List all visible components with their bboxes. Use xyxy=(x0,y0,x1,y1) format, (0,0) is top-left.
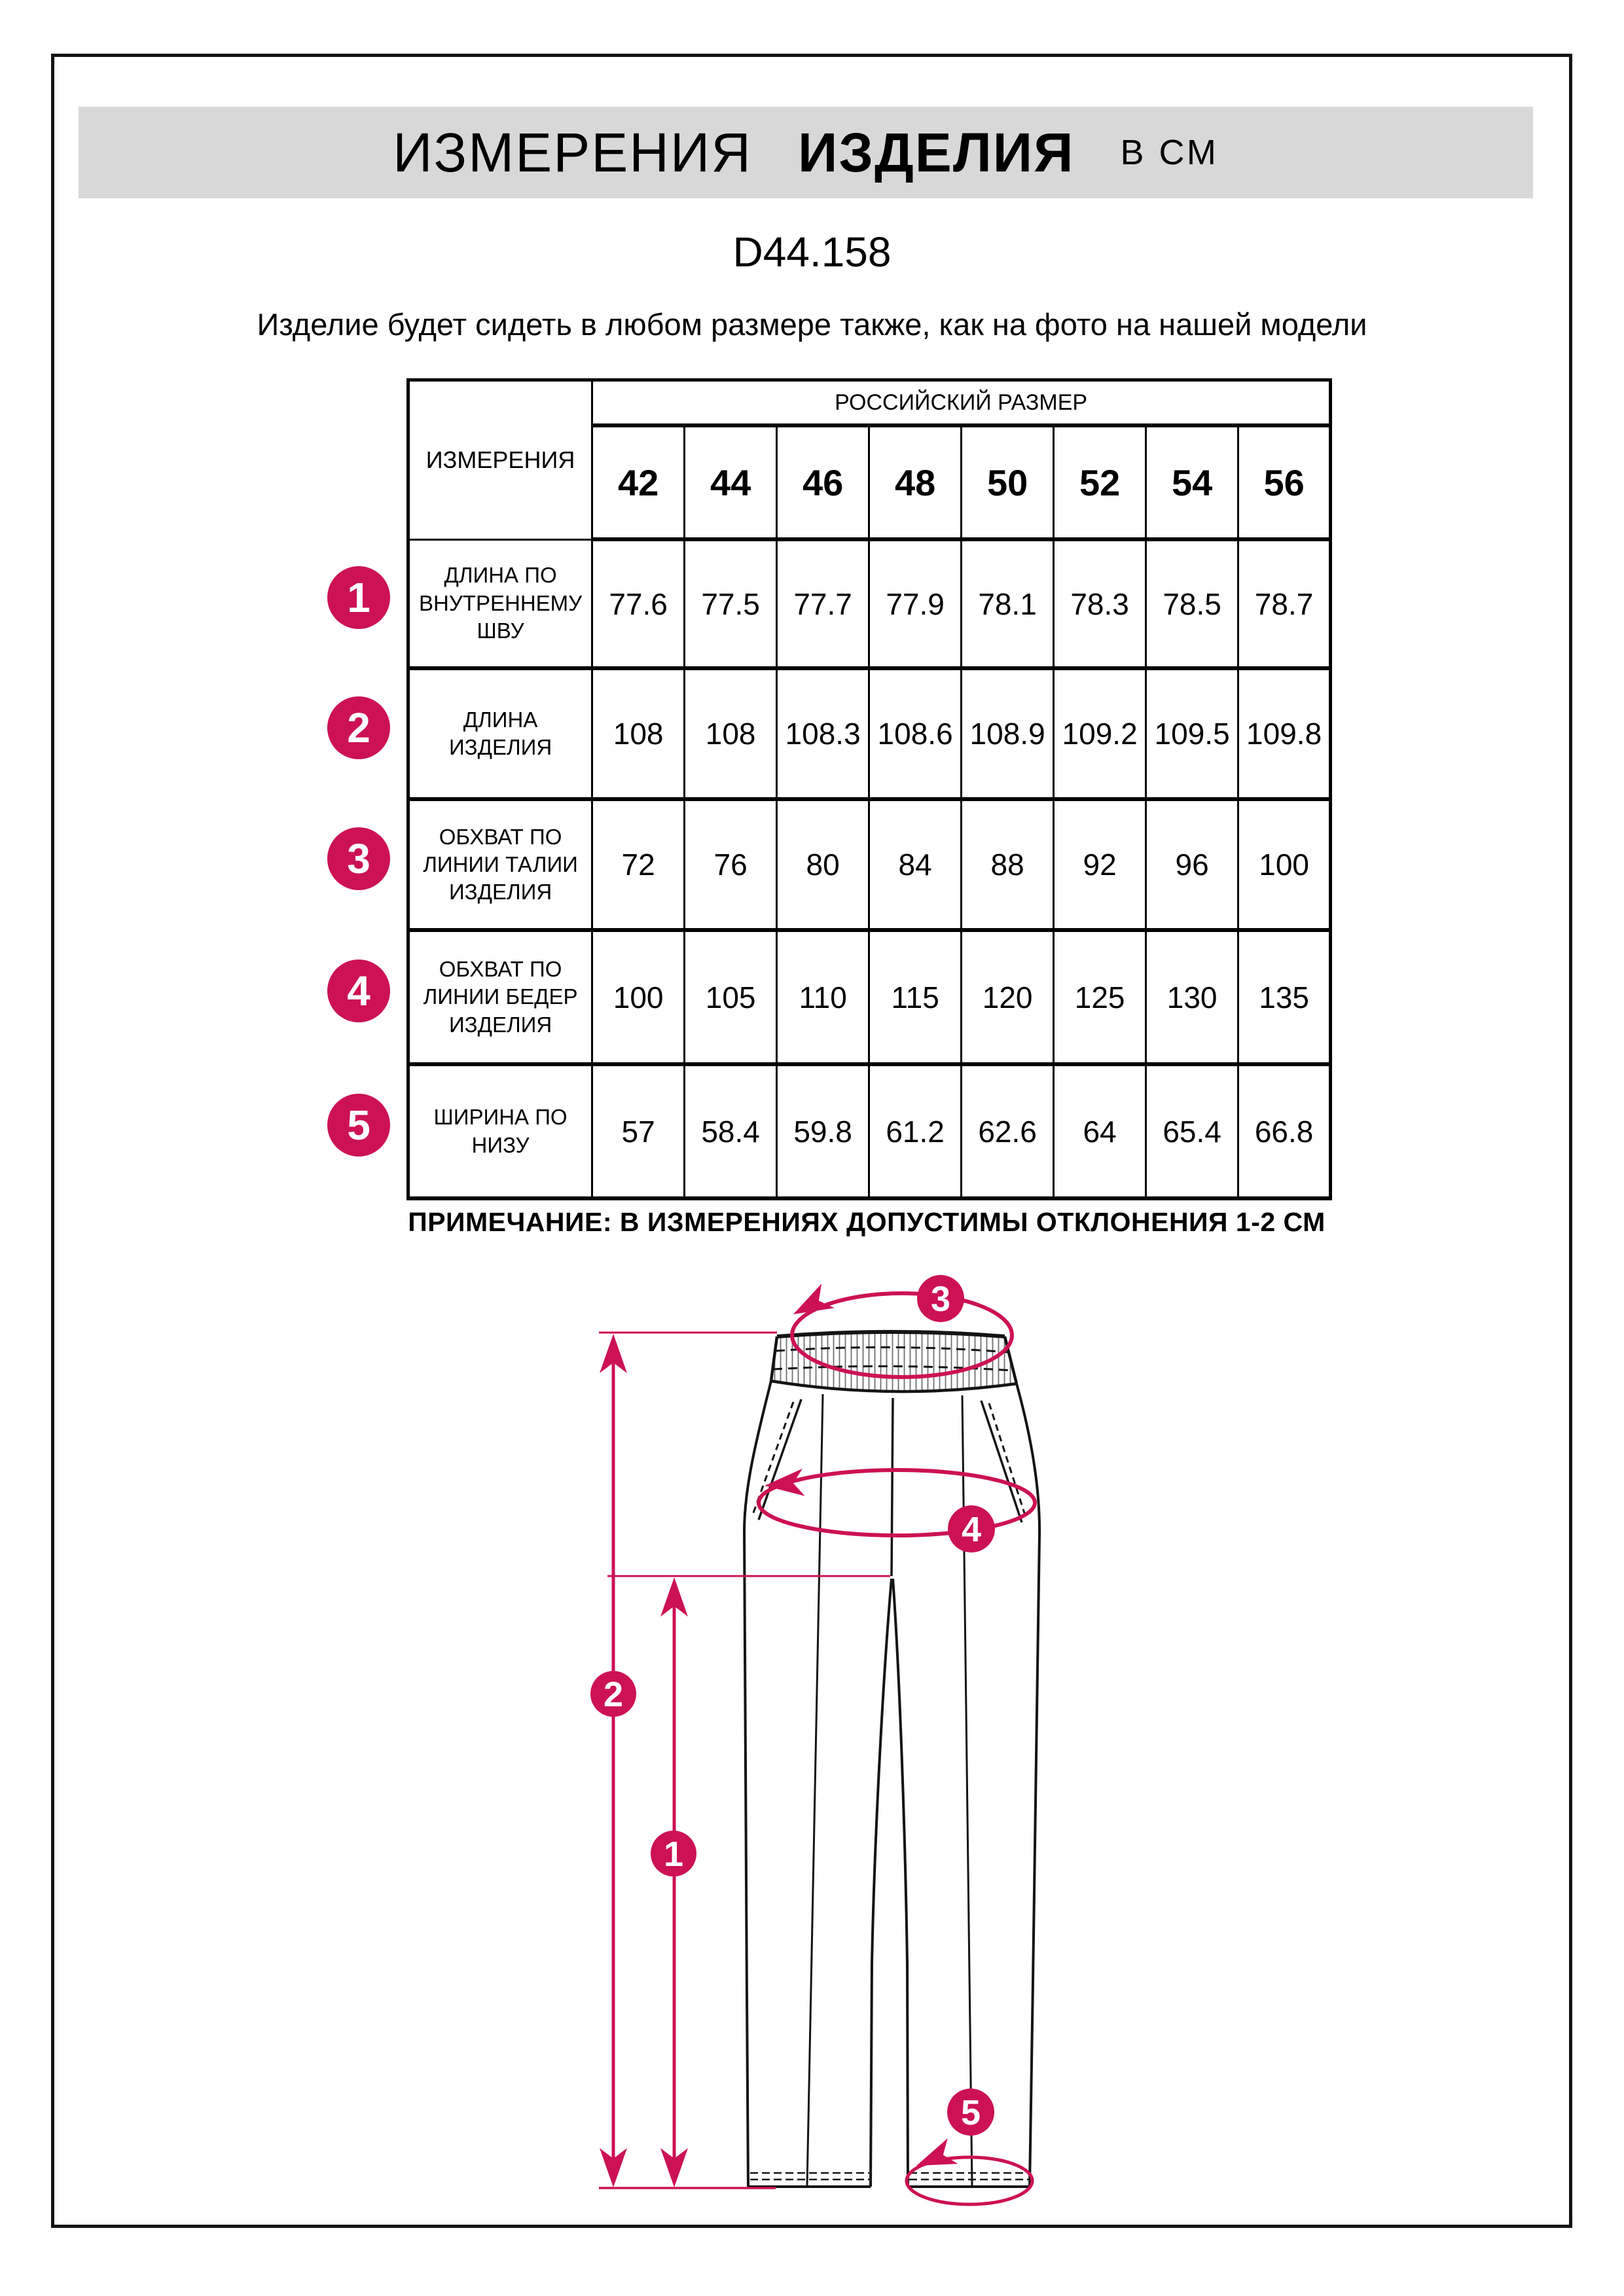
right-inseam xyxy=(893,1579,908,2187)
measure-column-header: ИЗМЕРЕНИЯ xyxy=(408,380,592,540)
title-units: В СМ xyxy=(1120,133,1219,172)
measure-value: 100 xyxy=(592,930,685,1064)
arrowhead xyxy=(787,1283,835,1326)
callout-1-badge xyxy=(651,1831,696,1876)
size-col-52: 52 xyxy=(1054,425,1146,539)
measure-value: 100 xyxy=(1238,799,1331,930)
measure-value: 125 xyxy=(1054,930,1146,1064)
callout-2-badge xyxy=(590,1671,636,1717)
measure-value: 58.4 xyxy=(685,1064,777,1198)
row-label: ДЛИНА ПО ВНУТРЕННЕМУ ШВУ xyxy=(408,539,592,668)
left-crease xyxy=(807,1394,823,2185)
measure-value: 65.4 xyxy=(1146,1064,1238,1198)
right-hem-stitch xyxy=(909,2173,1028,2179)
row-label: ШИРИНА ПО НИЗУ xyxy=(408,1064,592,1198)
measure-value: 109.2 xyxy=(1054,668,1146,799)
measure-value: 108.3 xyxy=(777,668,869,799)
measure-value: 76 xyxy=(685,799,777,930)
measure-value: 77.6 xyxy=(592,539,685,668)
size-col-56: 56 xyxy=(1238,425,1331,539)
measure-value: 120 xyxy=(962,930,1054,1064)
row-number-badge-1: 1 xyxy=(327,566,390,629)
title-word-measurements: ИЗМЕРЕНИЯ xyxy=(393,121,752,183)
arrowhead xyxy=(763,1469,804,1499)
tolerance-note: ПРИМЕЧАНИЕ: В ИЗМЕРЕНИЯХ ДОПУСТИМЫ ОТКЛОНЕНИЯ 1-2 СМ xyxy=(408,1207,1326,1237)
svg-text:4: 4 xyxy=(961,1510,982,1549)
fit-subtitle: Изделие будет сидеть в любом размере также, как на фото на нашей модели xyxy=(257,307,1367,342)
measure-value: 72 xyxy=(592,799,685,930)
measure-value: 108.6 xyxy=(869,668,962,799)
measure-value: 135 xyxy=(1238,930,1331,1064)
svg-text:3: 3 xyxy=(930,1280,951,1319)
measure-value: 59.8 xyxy=(777,1064,869,1198)
measure-value: 78.7 xyxy=(1238,539,1331,668)
measure-value: 108 xyxy=(592,668,685,799)
row-number-badge-2: 2 xyxy=(327,696,390,759)
product-code: D44.158 xyxy=(732,228,892,276)
measure-value: 77.7 xyxy=(777,539,869,668)
measure-value: 78.1 xyxy=(962,539,1054,668)
measure-value: 78.5 xyxy=(1146,539,1238,668)
size-col-42: 42 xyxy=(592,425,685,539)
measure-value: 88 xyxy=(962,799,1054,930)
measure-value: 66.8 xyxy=(1238,1064,1331,1198)
row-number-badge-5: 5 xyxy=(327,1094,390,1157)
measure-value: 77.5 xyxy=(685,539,777,668)
center-front-seam xyxy=(892,1398,893,1576)
row-label: ДЛИНА ИЗДЕЛИЯ xyxy=(408,668,592,799)
left-pocket-opening xyxy=(759,1399,801,1520)
measure-value: 96 xyxy=(1146,799,1238,930)
measure-value: 64 xyxy=(1054,1064,1146,1198)
callout-5-badge xyxy=(947,2089,994,2136)
right-pocket-stitch xyxy=(989,1403,1026,1517)
measure-value: 108.9 xyxy=(962,668,1054,799)
svg-text:1: 1 xyxy=(663,1835,684,1874)
measure-value: 115 xyxy=(869,930,962,1064)
row-number-badge-3: 3 xyxy=(327,827,390,890)
size-col-54: 54 xyxy=(1146,425,1238,539)
row-label: ОБХВАТ ПО ЛИНИИ БЕДЕР ИЗДЕЛИЯ xyxy=(408,930,592,1064)
right-pocket-opening xyxy=(981,1401,1022,1522)
measure-value: 77.9 xyxy=(869,539,962,668)
measure-value: 92 xyxy=(1054,799,1146,930)
measure-value: 130 xyxy=(1146,930,1238,1064)
measure-value: 84 xyxy=(869,799,962,930)
measure-value: 62.6 xyxy=(962,1064,1054,1198)
measure-value: 109.8 xyxy=(1238,668,1331,799)
measure-value: 108 xyxy=(685,668,777,799)
row-number-badge-4: 4 xyxy=(327,960,390,1022)
measure-value: 109.5 xyxy=(1146,668,1238,799)
size-group-header: РОССИЙСКИЙ РАЗМЕР xyxy=(592,380,1331,426)
pants-outline xyxy=(744,1332,1039,2187)
size-col-46: 46 xyxy=(777,425,869,539)
callout-3-badge xyxy=(917,1275,964,1322)
waistband-ribbing xyxy=(771,1332,1017,1391)
left-hem-stitch xyxy=(750,2173,869,2179)
callout-4-badge xyxy=(948,1505,995,1552)
measure-value: 110 xyxy=(777,930,869,1064)
size-col-48: 48 xyxy=(869,425,962,539)
svg-text:5: 5 xyxy=(960,2093,981,2132)
svg-text:2: 2 xyxy=(603,1675,624,1714)
title-word-product: ИЗДЕЛИЯ xyxy=(797,121,1075,183)
size-col-50: 50 xyxy=(962,425,1054,539)
measure-value: 80 xyxy=(777,799,869,930)
measure-value: 78.3 xyxy=(1054,539,1146,668)
measure-value: 105 xyxy=(685,930,777,1064)
row-label: ОБХВАТ ПО ЛИНИИ ТАЛИИ ИЗДЕЛИЯ xyxy=(408,799,592,930)
measurement-marks xyxy=(599,1283,1035,2204)
measure-value: 57 xyxy=(592,1064,685,1198)
size-col-44: 44 xyxy=(685,425,777,539)
left-inseam xyxy=(871,1579,892,2187)
measure-value: 61.2 xyxy=(869,1064,962,1198)
